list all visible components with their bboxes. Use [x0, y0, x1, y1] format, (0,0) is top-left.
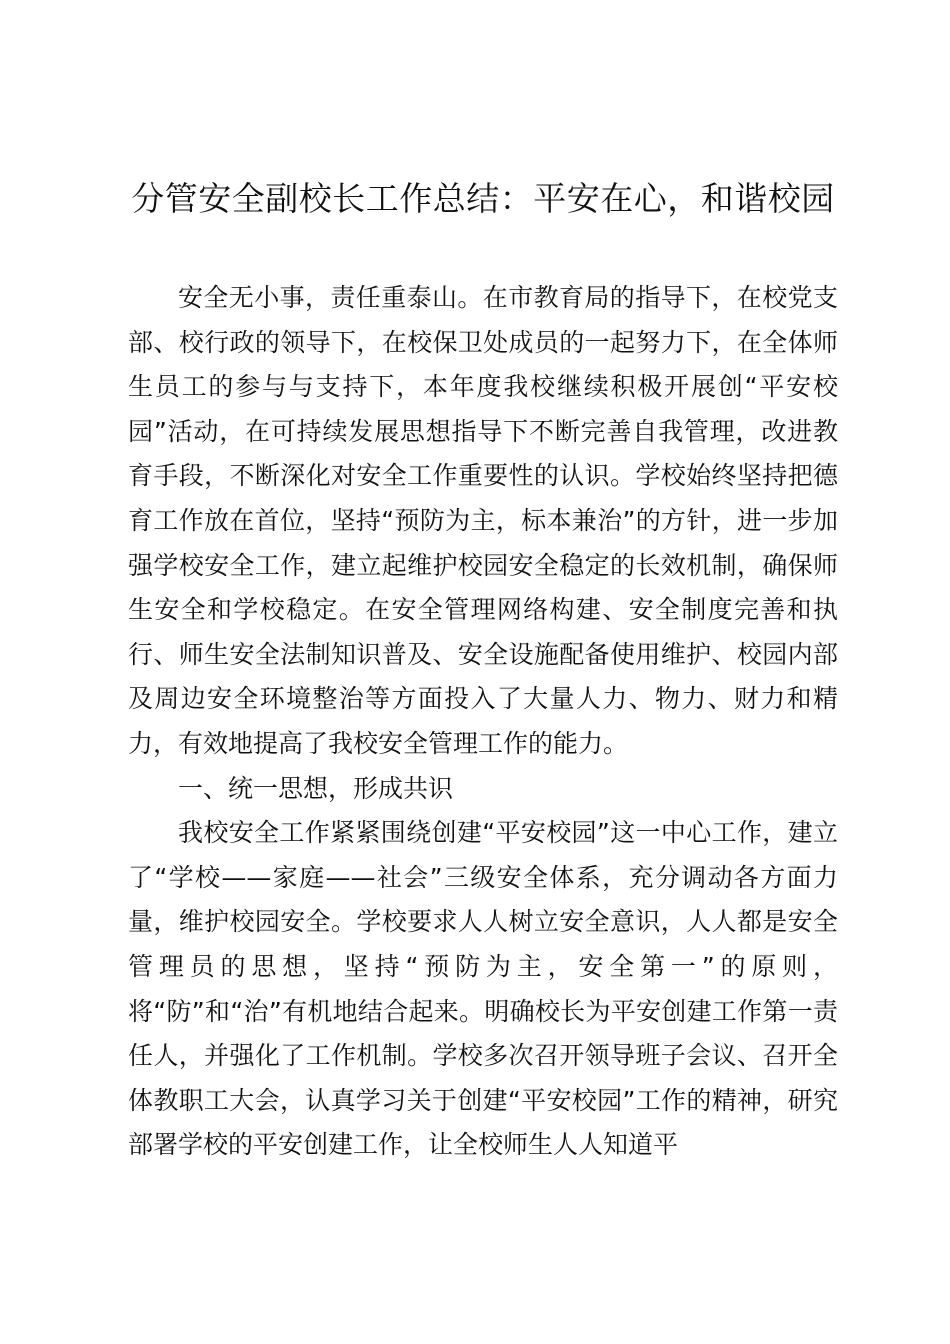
section-heading: 一、统一思想，形成共识 [178, 773, 454, 803]
intro-paragraph: 安全无小事，责任重泰山。在市教育局的指导下，在校党支部、校行政的领导下，在校保卫处成员的一起努力下，在全体师生员工的参与与支持下，本年度我校继续积极开展创“平安校园”活动，在可持续发展思想指导下不断完善自我管理，改进教育手段，不断深化对安全工作重要性的认识。学校始终坚持把德育工作放在首位，坚持“预防为主，标本兼治”的方针，进一步加强学校安全工作，建立起维护校园安全稳定的长效机制，确保师生安全和学校稳定。在安全管理网络构建、安全制度完善和执行、师生安全法制知识普及、安全设施配备使用维护、校园内部及周边安全环境整治等方面投入了大量人力、物力、财力和精力，有效地提高了我校安全管理工作的能力。 [128, 283, 838, 758]
section-paragraph: 我校安全工作紧紧围绕创建“平安校园”这一中心工作，建立了“学校——家庭——社会”三级安全体系，充分调动各方面力量，维护校园安全。学校要求人人树立安全意识，人人都是安全管理员的思想，坚持“预防为主，安全第一”的原则，将“防”和“治”有机地结合起来。明确校长为平安创建工作第一责任人，并强化了工作机制。学校多次召开领导班子会议、召开全体教职工大会，认真学习关于创建“平安校园”工作的精神，研究部署学校的平安创建工作，让全校师生人人知道平 [128, 818, 838, 1160]
document-title: 分管安全副校长工作总结：平安在心，和谐校园 [131, 179, 835, 218]
document-body [128, 276, 838, 1168]
